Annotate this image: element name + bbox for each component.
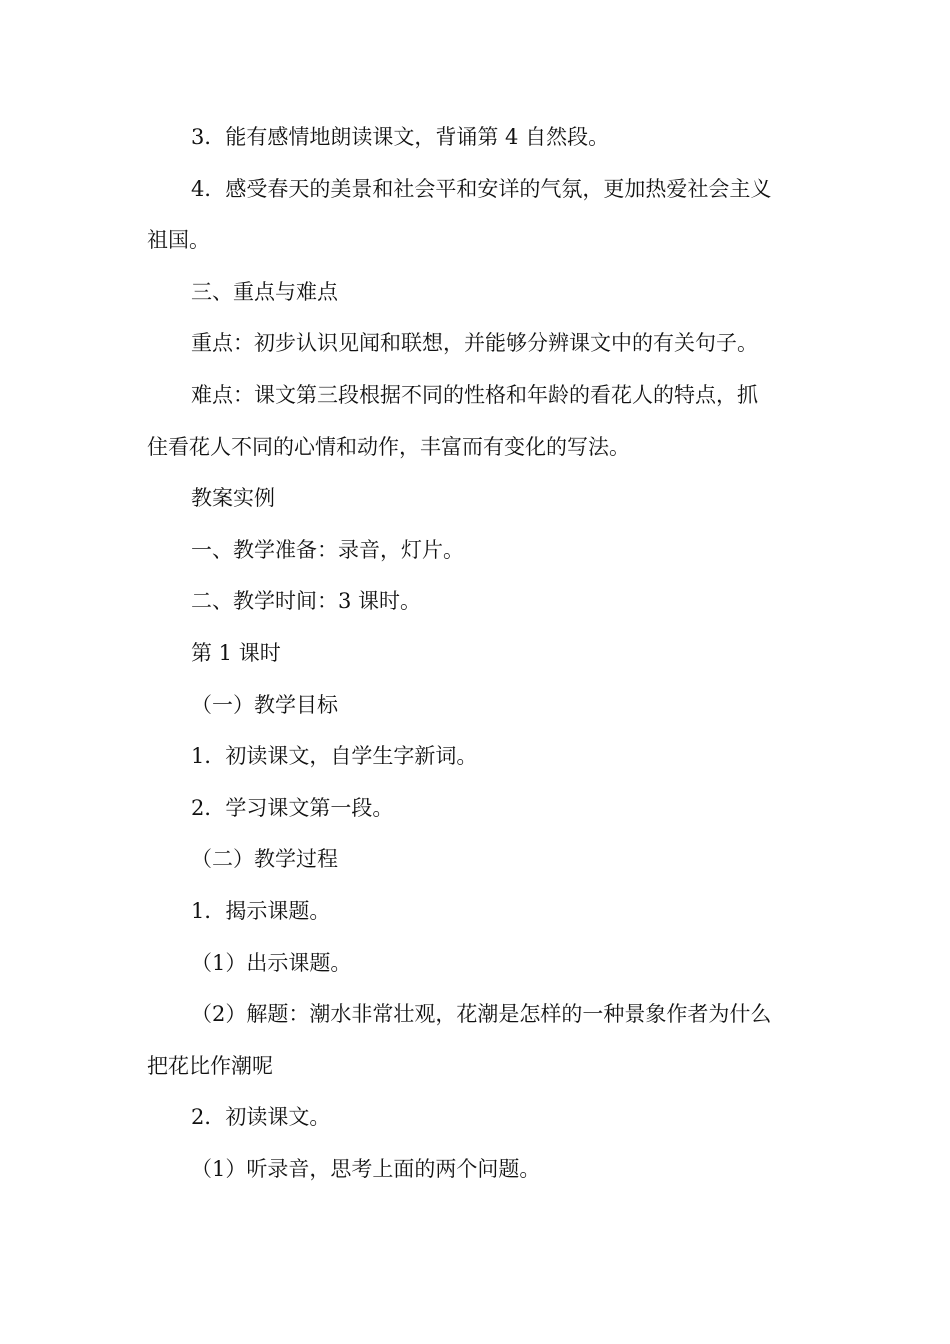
text-line: 2．学习课文第一段。 (191, 795, 394, 820)
text-line: 4．感受春天的美景和社会平和安详的气氛，更加热爱社会主义 (191, 176, 772, 201)
text-line: （二）教学过程 (191, 847, 338, 872)
text-line: 第 1 课时 (191, 640, 281, 665)
section-heading (147, 267, 807, 319)
text-line: 祖国。 (147, 228, 210, 253)
section-heading (147, 473, 807, 525)
document-body (147, 112, 807, 1195)
text-line: 一、教学准备：录音，灯片。 (191, 537, 464, 562)
paragraph (147, 525, 807, 577)
text-line: 教案实例 (191, 486, 275, 511)
text-line: （1）听录音，思考上面的两个问题。 (191, 1156, 541, 1181)
text-line: 3．能有感情地朗读课文，背诵第 4 自然段。 (191, 125, 610, 149)
paragraph (147, 164, 807, 267)
text-line: 1．揭示课题。 (191, 898, 331, 923)
text-line: 把花比作潮呢 (147, 1053, 273, 1078)
text-line: 住看花人不同的心情和动作，丰富而有变化的写法。 (147, 434, 630, 459)
paragraph (147, 989, 807, 1092)
paragraph (147, 1092, 807, 1144)
section-heading (147, 628, 807, 680)
paragraph (147, 783, 807, 835)
paragraph (147, 112, 807, 164)
text-line: （2）解题：潮水非常壮观，花潮是怎样的一种景象作者为什么 (191, 1002, 772, 1027)
paragraph (147, 938, 807, 990)
paragraph (147, 576, 807, 628)
paragraph (147, 318, 807, 370)
text-line: 1．初读课文，自学生字新词。 (191, 744, 478, 769)
text-line: 2．初读课文。 (191, 1105, 331, 1130)
text-line: 难点：课文第三段根据不同的性格和年龄的看花人的特点，抓 (191, 382, 758, 407)
paragraph (147, 370, 807, 473)
text-line: 重点：初步认识见闻和联想，并能够分辨课文中的有关句子。 (191, 331, 758, 356)
section-heading (147, 680, 807, 732)
text-line: （1）出示课题。 (191, 950, 352, 975)
paragraph (147, 731, 807, 783)
paragraph (147, 886, 807, 938)
section-heading (147, 834, 807, 886)
paragraph (147, 1144, 807, 1196)
text-line: 三、重点与难点 (191, 279, 338, 304)
text-line: 二、教学时间：3 课时。 (191, 589, 422, 614)
text-line: （一）教学目标 (191, 692, 338, 717)
